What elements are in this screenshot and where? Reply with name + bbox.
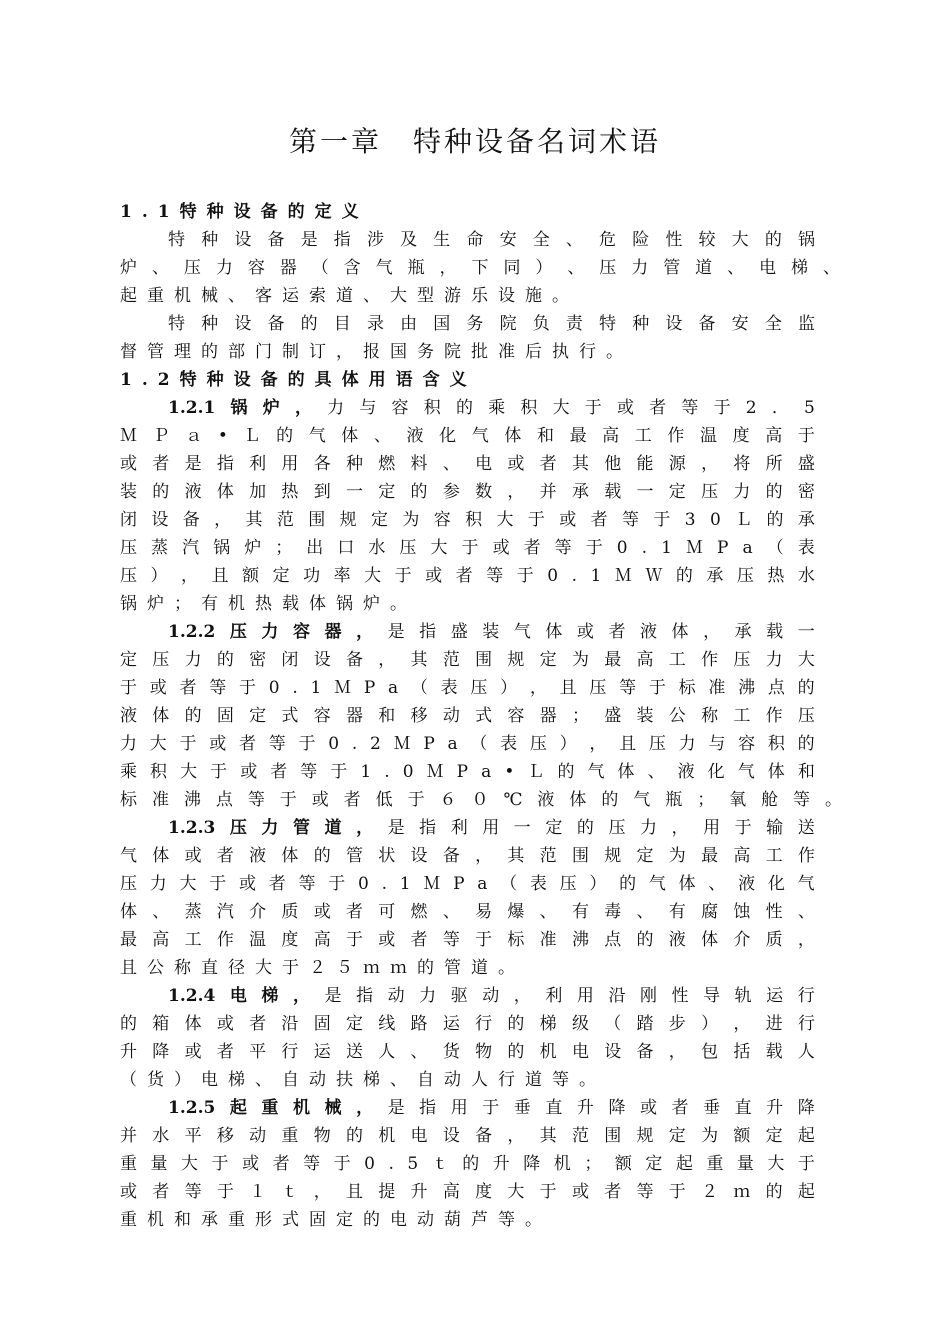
paragraph-line: 气 体 或 者 液 体 的 管 状 设 备 ， 其 范 围 规 定 为 最 高 工 作	[120, 846, 815, 866]
clause-number: 1.2.1	[168, 398, 216, 418]
paragraph-line: 压 力 大 于 或 者 等 于 0 . 1 Ｍ P a （ 表 压 ） 的 气 体 、 液 化 气	[120, 874, 815, 894]
paragraph-line: 督管理的部门制订，报国务院批准后执行。	[120, 342, 633, 362]
paragraph-line: 定 压 力 的 密 闭 设 备 ， 其 范 围 规 定 为 最 高 工 作 压 力 大	[120, 650, 815, 670]
paragraph-line: 升 降 或 者 平 行 运 送 人 、 货 物 的 机 电 设 备 ， 包 括 载 人	[120, 1042, 815, 1062]
paragraph-line: 装 的 液 体 加 热 到 一 定 的 参 数 ， 并 承 载 一 定 压 力 的 密	[120, 482, 815, 502]
paragraph-line: 压 蒸 汽 锅 炉 ； 出 口 水 压 大 于 或 者 等 于 0 . 1 Ｍ P a （ 表	[120, 538, 815, 558]
paragraph-line: 的 箱 体 或 者 沿 固 定 线 路 运 行 的 梯 级 （ 踏 步 ） ， 进 行	[120, 1014, 815, 1034]
paragraph-line: 1.2.2 压 力 容 器 ， 是 指 盛 装 气 体 或 者 液 体 ， 承 载 一	[168, 618, 815, 646]
chapter-title: 第一章 特种设备名词术语	[288, 125, 661, 158]
clause-number: 1.2.2	[168, 622, 216, 642]
paragraph-line: 1.2.4 电 梯 ， 是 指 动 力 驱 动 ， 利 用 沿 刚 性 导 轨 运 行	[168, 982, 815, 1010]
paragraph-line: （货）电梯、自动扶梯、自动人行道等。	[120, 1070, 606, 1090]
paragraph-line: Ｍ Ｐ ａ • Ｌ 的 气 体 、 液 化 气 体 和 最 高 工 作 温 度 高 于	[120, 426, 815, 446]
paragraph-line: 乘 积 大 于 或 者 等 于 1 . 0 Ｍ P a • Ｌ 的 气 体 、 液 化 气 体 和	[120, 762, 815, 782]
paragraph-line: 特 种 设 备 是 指 涉 及 生 命 安 全 、 危 险 性 较 大 的 锅	[168, 230, 815, 250]
paragraph-line: 于 或 者 等 于 0 . 1 Ｍ P a （ 表 压 ） ， 且 压 等 于 标 准 沸 点 的	[120, 678, 815, 698]
clause-number: 1.2.3	[168, 818, 216, 838]
paragraph-line: 1.2.3 压 力 管 道 ， 是 指 利 用 一 定 的 压 力 ， 用 于 输 送	[168, 814, 815, 842]
paragraph-line: 体 、 蒸 汽 介 质 或 者 可 燃 、 易 爆 、 有 毒 、 有 腐 蚀 性 、	[120, 902, 815, 922]
paragraph-line: 且公称直径大于２５ｍｍ的管道。	[120, 958, 525, 978]
paragraph-line: 1.2.5 起 重 机 械 ， 是 指 用 于 垂 直 升 降 或 者 垂 直 升 降	[168, 1094, 815, 1122]
paragraph-line: 重机和承重形式固定的电动葫芦等。	[120, 1210, 552, 1230]
section-heading: 1.1特种设备的定义	[120, 202, 369, 222]
paragraph-line: 液 体 的 固 定 式 容 器 和 移 动 式 容 器 ； 盛 装 公 称 工 作 压	[120, 706, 815, 726]
paragraph-line: 闭 设 备 ， 其 范 围 规 定 为 容 积 大 于 或 者 等 于 3 0 Ｌ 的 承	[120, 510, 815, 530]
paragraph-line: 力 大 于 或 者 等 于 0 . 2 Ｍ P a （ 表 压 ） ， 且 压 力 与 容 积 的	[120, 734, 815, 754]
paragraph-line: 锅炉；有机热载体锅炉。	[120, 594, 417, 614]
paragraph-line: 特 种 设 备 的 目 录 由 国 务 院 负 责 特 种 设 备 安 全 监	[168, 314, 815, 334]
clause-number: 1.2.5	[168, 1098, 216, 1118]
paragraph-line: 最 高 工 作 温 度 高 于 或 者 等 于 标 准 沸 点 的 液 体 介 质 ，	[120, 930, 815, 950]
clause-number: 1.2.4	[168, 986, 216, 1006]
paragraph-line: 炉 、 压 力 容 器 （ 含 气 瓶 ， 下 同 ） 、 压 力 管 道 、 电 梯 、	[120, 258, 840, 278]
paragraph-line: 1.2.1 锅 炉 ， 力 与 容 积 的 乘 积 大 于 或 者 等 于 2 ． 5	[168, 394, 815, 422]
paragraph-line: 标 准 沸 点 等 于 或 者 低 于 ６ ０ ℃ 液 体 的 气 瓶 ； 氧 舱 等 。	[120, 790, 842, 810]
paragraph-line: 或 者 等 于 １ ｔ ， 且 提 升 高 度 大 于 或 者 等 于 ２ ｍ 的 起	[120, 1182, 815, 1202]
paragraph-line: 起重机械、客运索道、大型游乐设施。	[120, 286, 579, 306]
section-heading: 1.2特种设备的具体用语含义	[120, 370, 477, 390]
paragraph-line: 压 ） ， 且 额 定 功 率 大 于 或 者 等 于 0 . 1 Ｍ Ｗ 的 承 压 热 水	[120, 566, 815, 586]
paragraph-line: 并 水 平 移 动 重 物 的 机 电 设 备 ， 其 范 围 规 定 为 额 定 起	[120, 1126, 815, 1146]
paragraph-line: 或 者 是 指 利 用 各 种 燃 料 、 电 或 者 其 他 能 源 ， 将 所 盛	[120, 454, 815, 474]
paragraph-line: 重 量 大 于 或 者 等 于 0 . 5 ｔ 的 升 降 机 ； 额 定 起 重 量 大 于	[120, 1154, 815, 1174]
